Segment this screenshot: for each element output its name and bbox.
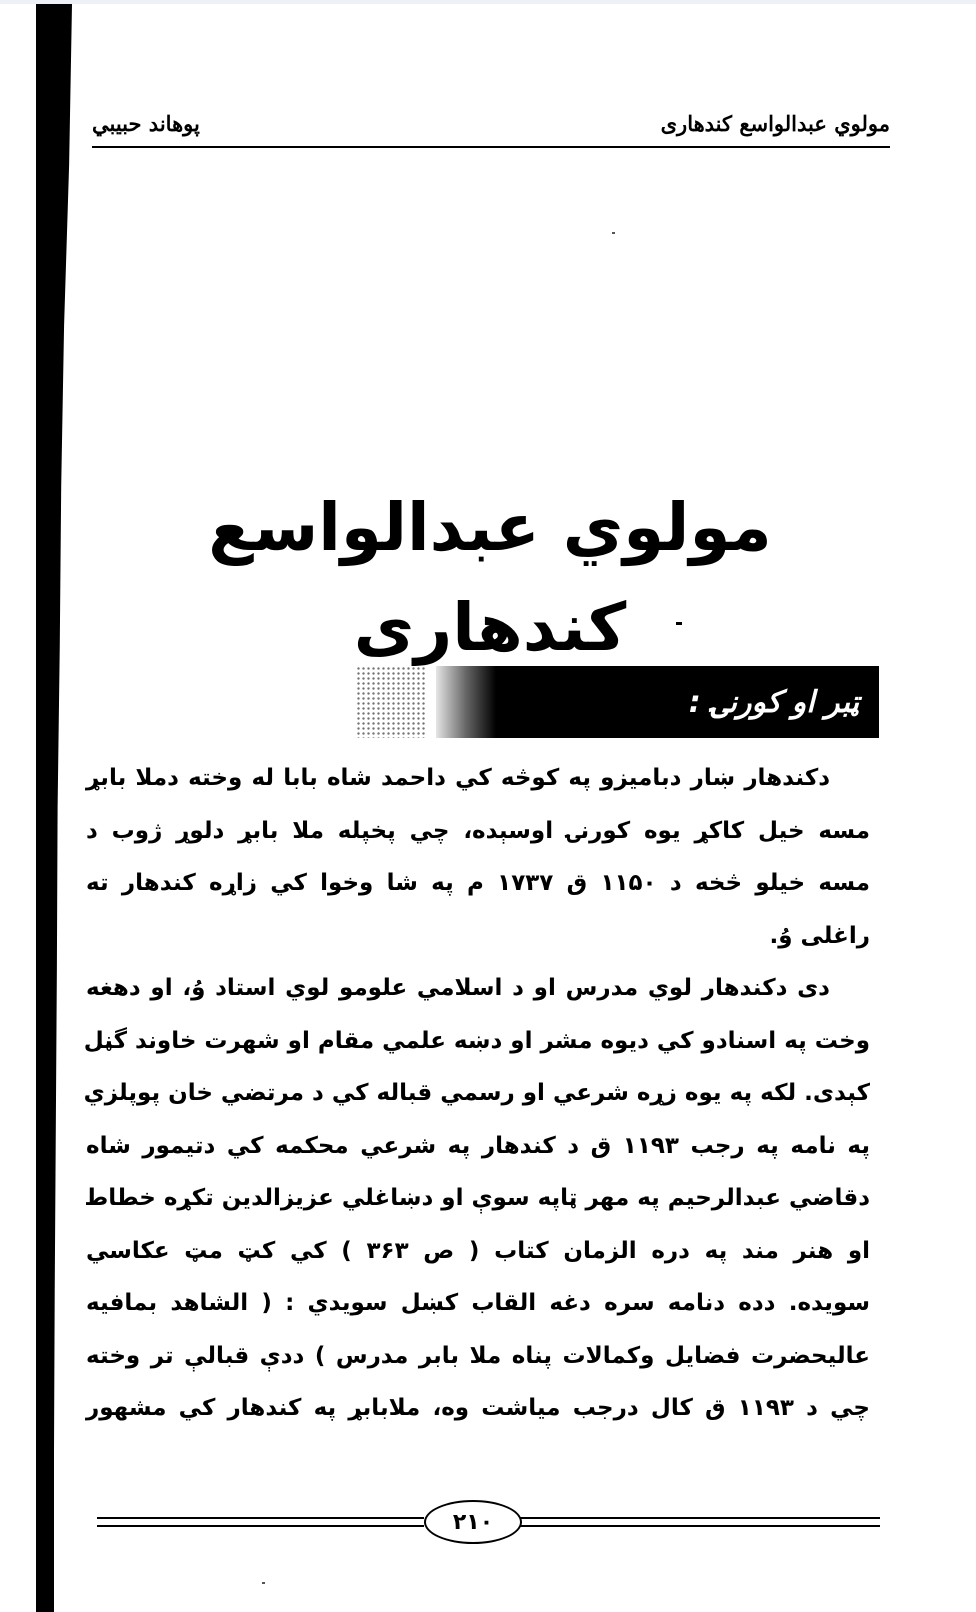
text-line: کېدی. لکه په يوه زړه شرعي او رسمي قباله کي د مرتضي خان پوپلزي [83,1080,870,1106]
text-line: عاليحضرت فضايل وکمالات پناه ملا بابر مدرس ) ددې قبالې تر وخته [86,1342,870,1369]
running-header-author: پوهاند حبيبي [92,110,200,136]
running-header [92,100,890,148]
text-line: چي د ۱۱۹۳ ق کال درجب مياشت وه، ملابابړ په کندهار کي مشهور [86,1395,870,1421]
scan-speck [612,232,615,234]
text-line: وخت په اسنادو کي ديوه مشر او دښه علمي مقام او شهرت خاوند گڼل [83,1027,870,1054]
section-heading-bar [356,666,879,738]
text-line: او هنر مند په دره الزمان کتاب ( ص ۳۶۳ ) کي کټ مټ عکاسي [86,1237,871,1264]
scan-top-strip [0,0,976,4]
section-heading [496,666,879,738]
paragraph-1 [86,752,870,962]
section-heading-text: ټبر او کورنۍ : [688,684,859,720]
running-header-book-title: مولوي عبدالواسع کندهاری [660,110,890,136]
text-line: مسه خيل کاکړ يوه کورنۍ اوسېده، چي پخپله ملا بابړ دلوړ ژوب د [86,817,870,844]
text-line: په نامه په رجب ۱۱۹۳ ق د کندهار په شرعي محکمه کي دتيمور شاه [86,1132,870,1159]
chapter-title: مولوي عبدالواسع کندهاری [208,489,772,666]
halftone-gradient [436,666,496,738]
footer-double-rule-right [518,1517,880,1527]
text-line: راغلی وُ. [769,922,870,949]
page-number-text: ۲۱۰ [452,1509,494,1535]
text-line: مسه خيلو څخه د ۱۱۵۰ ق ۱۷۳۷ م په شا وخوا کي زاړه کندهار ته [86,870,870,896]
decorative-dot [676,622,682,625]
text-line: دی دکندهار لوي مدرس او د اسلامي علومو لوي استاد وُ، او دهغه [86,975,830,1001]
text-line: دقاضي عبدالرحيم په مهر ټاپه سوې او دښاغلي عزيزالدين تکړه خطاط [84,1185,870,1211]
body-text [83,752,871,1435]
halftone-ornament [356,666,426,738]
text-line: دکندهار ښار دباميزو په کوڅه کي داحمد شاه بابا له وخته دملا بابړ [86,765,830,791]
text-line: سويده. دده دنامه سره دغه القاب کښل سويدي : ( الشاهد بمافيه [86,1290,870,1316]
footer-double-rule-left [97,1517,424,1527]
page-number [424,1500,522,1544]
paragraph-2 [83,962,871,1435]
book-binding-shadow [36,4,72,1612]
scan-speck [262,1582,265,1584]
